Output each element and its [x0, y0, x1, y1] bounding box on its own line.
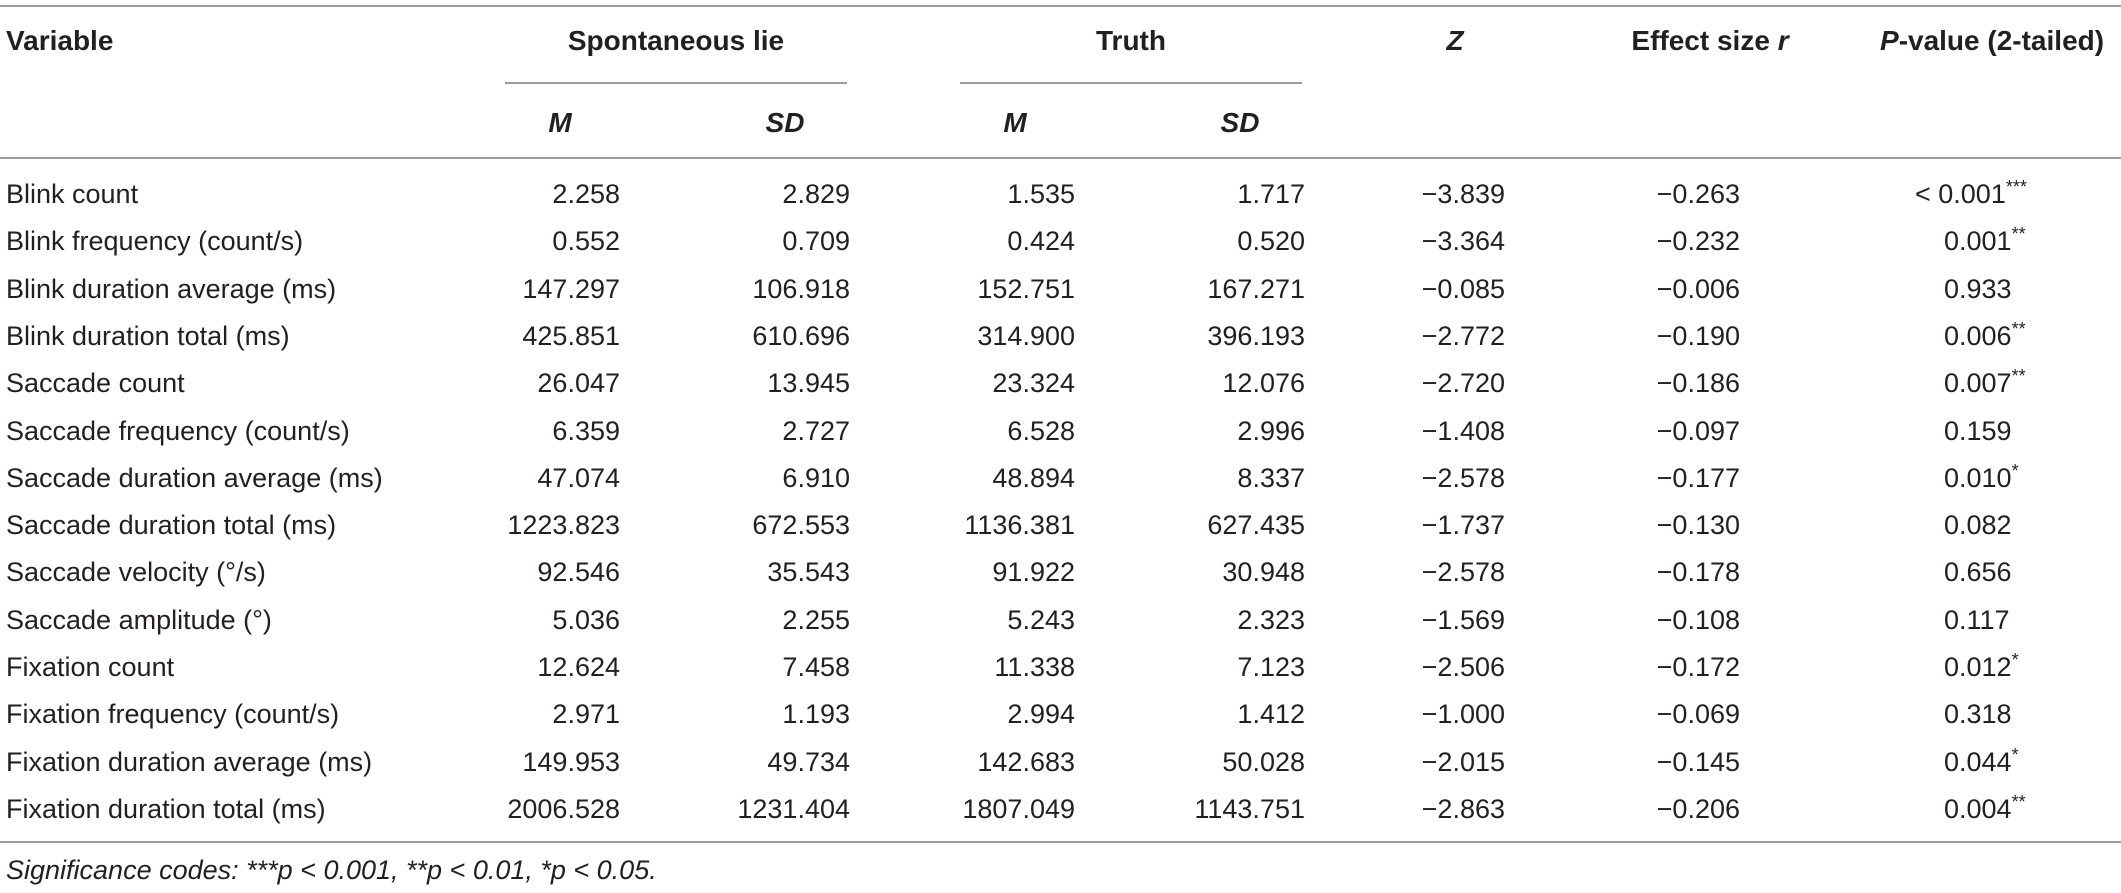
cell-p-value — [1944, 508, 2012, 542]
p-value-text: 0.082 — [1944, 510, 2012, 540]
cell-truth-m: 1807.049 — [962, 794, 1075, 824]
cell-z: −0.085 — [1421, 274, 1505, 304]
significance-marker: * — [2011, 650, 2019, 670]
cell-z: −3.364 — [1421, 226, 1505, 256]
cell-effect-size: −0.206 — [1656, 794, 1740, 824]
cell-variable: Fixation duration total (ms) — [6, 794, 326, 824]
cell-truth-sd: 167.271 — [1207, 274, 1305, 304]
lie-group-rule — [505, 82, 847, 84]
cell-lie-sd: 1231.404 — [737, 794, 850, 824]
cell-lie-m: 12.624 — [537, 652, 620, 682]
cell-z: −1.737 — [1421, 510, 1505, 540]
cell-z: −2.578 — [1421, 463, 1505, 493]
cell-variable: Blink frequency (count/s) — [6, 226, 304, 256]
significance-footnote: Significance codes: ***p < 0.001, **p < 0.01, *p < 0.05. — [6, 855, 657, 885]
cell-effect-size: −0.069 — [1656, 699, 1740, 729]
cell-lie-sd: 49.734 — [767, 747, 850, 777]
cell-truth-sd: 627.435 — [1207, 510, 1305, 540]
cell-lie-sd: 6.910 — [782, 463, 850, 493]
cell-lie-m: 2.258 — [552, 179, 620, 209]
cell-truth-sd: 2.996 — [1237, 416, 1305, 446]
p-value-text: 0.012 — [1944, 652, 2012, 682]
cell-effect-size: −0.190 — [1656, 321, 1740, 351]
header-truth-m — [960, 106, 1070, 140]
cell-lie-m: 1223.823 — [507, 510, 620, 540]
header-lie-m — [505, 106, 615, 140]
cell-z: −2.015 — [1421, 747, 1505, 777]
p-value-text: 0.117 — [1944, 605, 2010, 635]
header-effect-size — [1570, 24, 1850, 58]
header-variable: Variable — [6, 25, 114, 56]
cell-lie-m: 6.359 — [552, 416, 620, 446]
header-lie-m-text: M — [548, 107, 572, 138]
header-z — [1400, 24, 1510, 58]
cell-truth-m: 91.922 — [992, 557, 1075, 587]
cell-truth-m: 2.994 — [1007, 699, 1075, 729]
cell-lie-sd: 2.727 — [782, 416, 850, 446]
cell-lie-m: 147.297 — [522, 274, 620, 304]
cell-truth-sd: 396.193 — [1207, 321, 1305, 351]
cell-lie-sd: 35.543 — [767, 557, 850, 587]
cell-lie-sd: 7.458 — [782, 652, 850, 682]
cell-truth-sd: 2.323 — [1237, 605, 1305, 635]
cell-lie-m: 47.074 — [537, 463, 620, 493]
header-effect-size-text: Effect size — [1631, 25, 1778, 56]
cell-truth-m: 6.528 — [1007, 416, 1075, 446]
cell-effect-size: −0.232 — [1656, 226, 1740, 256]
cell-lie-sd: 672.553 — [752, 510, 850, 540]
cell-variable: Saccade frequency (count/s) — [6, 416, 350, 446]
cell-truth-sd: 12.076 — [1222, 368, 1305, 398]
cell-p-value — [1944, 555, 2012, 589]
cell-lie-sd: 1.193 — [782, 699, 850, 729]
cell-effect-size: −0.263 — [1656, 179, 1740, 209]
cell-truth-sd: 7.123 — [1237, 652, 1305, 682]
header-effect-size-var: r — [1777, 25, 1789, 56]
cell-p-value — [1944, 603, 2010, 637]
cell-lie-m: 149.953 — [522, 747, 620, 777]
table-bottom-rule — [0, 841, 2121, 843]
p-value-text: 0.656 — [1944, 557, 2012, 587]
header-lie-sd-text: SD — [765, 107, 805, 138]
cell-truth-m: 142.683 — [977, 747, 1075, 777]
cell-truth-m: 1.535 — [1007, 179, 1075, 209]
header-truth-m-text: M — [1003, 107, 1027, 138]
cell-truth-sd: 30.948 — [1222, 557, 1305, 587]
cell-truth-sd: 1143.751 — [1194, 794, 1305, 824]
significance-marker: * — [2011, 461, 2019, 481]
cell-z: −2.578 — [1421, 557, 1505, 587]
cell-effect-size: −0.108 — [1656, 605, 1740, 635]
header-z-text: Z — [1446, 25, 1464, 56]
significance-marker: ** — [2011, 319, 2026, 339]
cell-effect-size: −0.178 — [1656, 557, 1740, 587]
cell-lie-sd: 106.918 — [752, 274, 850, 304]
cell-z: −2.772 — [1421, 321, 1505, 351]
header-truth: Truth — [1096, 25, 1166, 56]
cell-p-value — [1944, 272, 2012, 306]
cell-effect-size: −0.130 — [1656, 510, 1740, 540]
significance-marker: * — [2011, 745, 2019, 765]
cell-z: −1.000 — [1421, 699, 1505, 729]
cell-variable: Saccade duration average (ms) — [6, 463, 383, 493]
cell-truth-m: 314.900 — [977, 321, 1075, 351]
header-lie-sd — [730, 106, 840, 140]
cell-z: −1.569 — [1421, 605, 1505, 635]
cell-lie-m: 92.546 — [537, 557, 620, 587]
cell-p-value — [1944, 319, 2026, 353]
cell-effect-size: −0.186 — [1656, 368, 1740, 398]
cell-z: −2.720 — [1421, 368, 1505, 398]
header-spontaneous-lie: Spontaneous lie — [567, 25, 785, 56]
cell-p-value — [1915, 177, 2027, 211]
cell-lie-m: 0.552 — [552, 226, 620, 256]
cell-lie-sd: 0.709 — [782, 226, 850, 256]
p-value-text: 0.933 — [1944, 274, 2012, 304]
cell-lie-sd: 13.945 — [767, 368, 850, 398]
cell-z: −2.863 — [1421, 794, 1505, 824]
cell-p-value — [1944, 366, 2026, 400]
cell-truth-m: 23.324 — [992, 368, 1075, 398]
p-value-text: 0.004 — [1944, 794, 2012, 824]
cell-variable: Blink duration average (ms) — [6, 274, 337, 304]
header-p-value-var: P — [1880, 25, 1899, 56]
header-bottom-rule — [0, 157, 2121, 159]
header-p-value — [1880, 24, 2104, 58]
p-value-text: 0.159 — [1944, 416, 2012, 446]
truth-group-rule — [960, 82, 1302, 84]
cell-truth-sd: 1.412 — [1237, 699, 1305, 729]
cell-variable: Saccade count — [6, 368, 185, 398]
cell-truth-sd: 50.028 — [1222, 747, 1305, 777]
cell-lie-m: 26.047 — [537, 368, 620, 398]
header-truth-sd — [1185, 106, 1295, 140]
cell-truth-sd: 0.520 — [1237, 226, 1305, 256]
p-value-text: 0.010 — [1944, 463, 2012, 493]
cell-truth-sd: 1.717 — [1237, 179, 1305, 209]
cell-p-value — [1944, 224, 2026, 258]
cell-lie-sd: 610.696 — [752, 321, 850, 351]
p-value-text: < 0.001 — [1915, 179, 2006, 209]
cell-p-value — [1944, 414, 2012, 448]
cell-lie-m: 2006.528 — [507, 794, 620, 824]
cell-effect-size: −0.097 — [1656, 416, 1740, 446]
significance-marker: ** — [2011, 792, 2026, 812]
cell-lie-m: 5.036 — [552, 605, 620, 635]
cell-variable: Saccade velocity (°/s) — [6, 557, 266, 587]
cell-z: −2.506 — [1421, 652, 1505, 682]
cell-variable: Fixation count — [6, 652, 175, 682]
cell-truth-m: 152.751 — [977, 274, 1075, 304]
cell-variable: Blink duration total (ms) — [6, 321, 290, 351]
cell-variable: Fixation frequency (count/s) — [6, 699, 340, 729]
cell-truth-sd: 8.337 — [1237, 463, 1305, 493]
cell-truth-m: 11.338 — [994, 652, 1075, 682]
cell-z: −1.408 — [1421, 416, 1505, 446]
cell-p-value — [1944, 650, 2019, 684]
significance-marker: ** — [2011, 224, 2026, 244]
p-value-text: 0.006 — [1944, 321, 2012, 351]
cell-effect-size: −0.006 — [1656, 274, 1740, 304]
cell-p-value — [1944, 697, 2012, 731]
p-value-text: 0.318 — [1944, 699, 2012, 729]
cell-p-value — [1944, 461, 2019, 495]
cell-effect-size: −0.145 — [1656, 747, 1740, 777]
cell-variable: Saccade amplitude (°) — [6, 605, 272, 635]
cell-variable: Blink count — [6, 179, 139, 209]
cell-p-value — [1944, 792, 2026, 826]
cell-lie-sd: 2.255 — [782, 605, 850, 635]
cell-p-value — [1944, 745, 2019, 779]
cell-variable: Fixation duration average (ms) — [6, 747, 373, 777]
cell-truth-m: 1136.381 — [964, 510, 1075, 540]
p-value-text: 0.007 — [1944, 368, 2012, 398]
cell-effect-size: −0.177 — [1656, 463, 1740, 493]
significance-marker: *** — [2005, 177, 2027, 197]
cell-lie-m: 2.971 — [552, 699, 620, 729]
cell-truth-m: 5.243 — [1007, 605, 1075, 635]
header-p-value-text: -value (2-tailed) — [1898, 25, 2105, 56]
cell-truth-m: 48.894 — [992, 463, 1075, 493]
header-truth-sd-text: SD — [1220, 107, 1260, 138]
cell-variable: Saccade duration total (ms) — [6, 510, 337, 540]
cell-z: −3.839 — [1421, 179, 1505, 209]
cell-lie-m: 425.851 — [522, 321, 620, 351]
cell-truth-m: 0.424 — [1007, 226, 1075, 256]
significance-marker: ** — [2011, 366, 2026, 386]
p-value-text: 0.044 — [1944, 747, 2012, 777]
table-top-rule — [0, 5, 2121, 7]
p-value-text: 0.001 — [1944, 226, 2012, 256]
cell-lie-sd: 2.829 — [782, 179, 850, 209]
cell-effect-size: −0.172 — [1656, 652, 1740, 682]
